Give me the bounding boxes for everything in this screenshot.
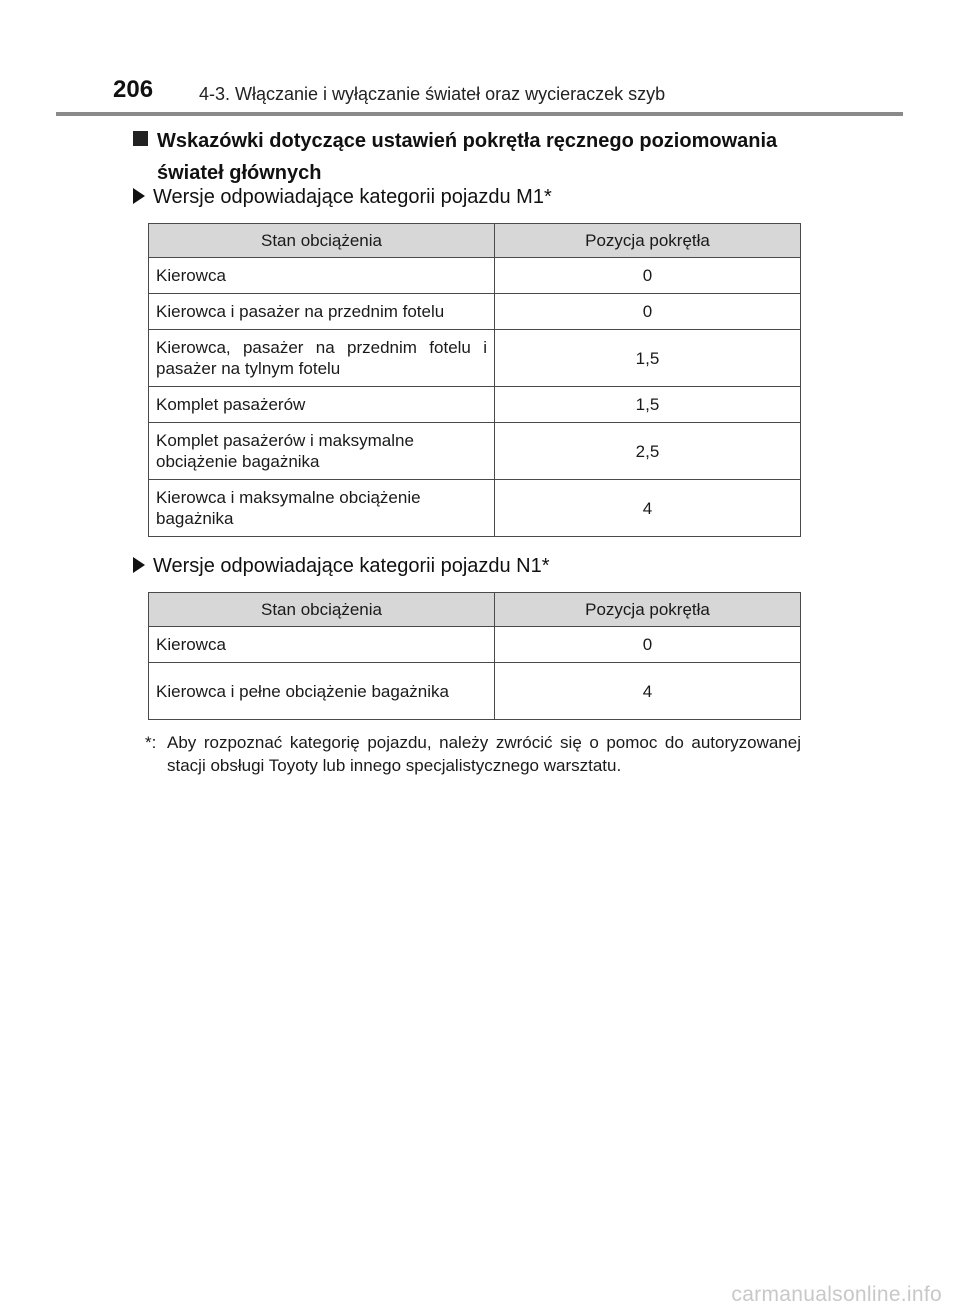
cell-position: 0 — [495, 258, 801, 294]
table-row — [149, 330, 801, 387]
right-triangle-icon — [133, 188, 145, 204]
cell-position: 1,5 — [495, 330, 801, 387]
cell-load: Kierowca i maksymalne obciążenie bagażnika — [149, 480, 495, 537]
footnote — [145, 731, 801, 777]
footnote-text: Aby rozpoznać kategorię pojazdu, należy zwrócić się o pomoc do autoryzowanej stacji obsługi Toyoty lub innego specjalistycznego warsztatu. — [167, 733, 801, 775]
cell-position: 0 — [495, 627, 801, 663]
cell-load: Kierowca, pasażer na przednim fotelu i pasażer na tylnym fotelu — [149, 330, 495, 387]
right-triangle-icon — [133, 557, 145, 573]
cell-load: Kierowca — [149, 258, 495, 294]
section-title-line1: Wskazówki dotyczące ustawień pokrętła ręcznego poziomowania — [157, 130, 778, 152]
cell-position: 2,5 — [495, 423, 801, 480]
table-row — [149, 294, 801, 330]
section-title — [133, 125, 833, 189]
table-row — [149, 480, 801, 537]
column-header-position: Pozycja pokrętła — [495, 224, 801, 258]
column-header-load: Stan obciążenia — [149, 224, 495, 258]
column-header-position: Pozycja pokrętła — [495, 593, 801, 627]
black-square-icon — [133, 131, 148, 146]
header-divider — [56, 112, 903, 116]
table-row — [149, 387, 801, 423]
subhead-n1-label: Wersje odpowiadające kategorii pojazdu N1* — [153, 555, 550, 577]
subhead-m1-label: Wersje odpowiadające kategorii pojazdu M1* — [153, 186, 552, 208]
cell-load: Komplet pasażerów i maksymalne obciążenie bagażnika — [149, 423, 495, 480]
table-m1 — [148, 223, 801, 537]
cell-position: 1,5 — [495, 387, 801, 423]
footnote-mark: *: — [145, 733, 157, 752]
section-title-line2: świateł głównych — [157, 162, 322, 184]
watermark: carmanualsonline.info — [731, 1283, 942, 1306]
subhead-m1 — [133, 183, 552, 211]
table-row — [149, 258, 801, 294]
cell-load: Kierowca i pasażer na przednim fotelu — [149, 294, 495, 330]
table-n1 — [148, 592, 801, 720]
cell-position: 4 — [495, 480, 801, 537]
table-header-row — [149, 224, 801, 258]
page-header — [0, 0, 960, 116]
cell-position: 4 — [495, 663, 801, 720]
table-header-row — [149, 593, 801, 627]
table-row — [149, 627, 801, 663]
table-row — [149, 663, 801, 720]
column-header-load: Stan obciążenia — [149, 593, 495, 627]
table-row — [149, 423, 801, 480]
cell-position: 0 — [495, 294, 801, 330]
cell-load: Komplet pasażerów — [149, 387, 495, 423]
cell-load: Kierowca — [149, 627, 495, 663]
chapter-title: 4-3. Włączanie i wyłączanie świateł oraz wycieraczek szyb — [199, 84, 666, 104]
subhead-n1 — [133, 552, 550, 580]
page-number: 206 — [113, 76, 154, 103]
cell-load: Kierowca i pełne obciążenie bagażnika — [149, 663, 495, 720]
